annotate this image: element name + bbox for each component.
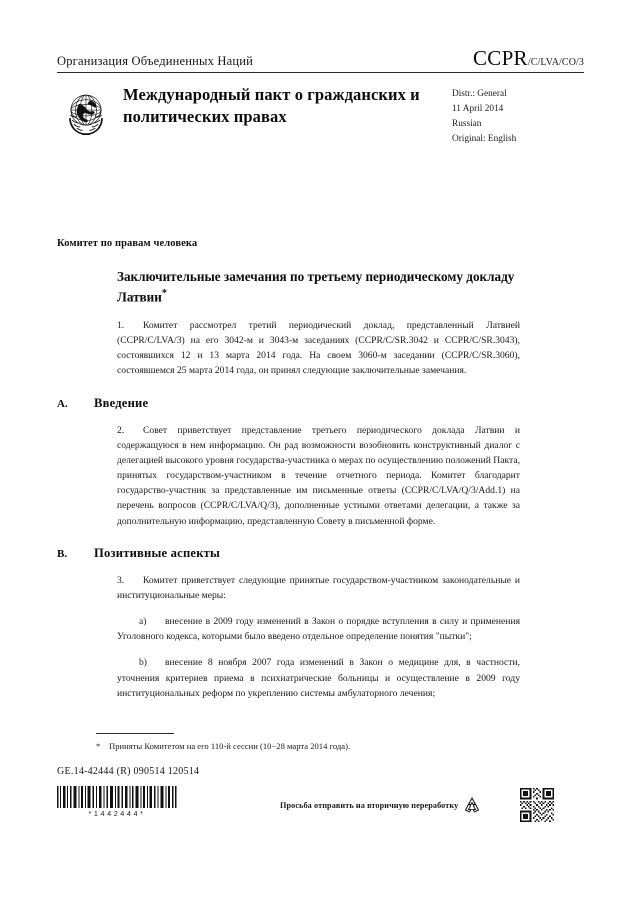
footnote-separator: [96, 733, 174, 734]
paragraph-text: Комитет приветствует следующие принятые государством-участником законодательные и институциональные меры:: [117, 574, 520, 601]
subparagraph-text: внесение 8 ноября 2007 года изменений в Закон о медицине для, в частности, уточнения критериев приема в психиатрические больницы и осуществление в 2009 году институциональных реформ по укреплению системы амбулаторного лечения;: [117, 657, 520, 699]
distribution-original: Original: English: [452, 134, 517, 145]
distribution-block: [452, 82, 584, 147]
document-content: [57, 318, 520, 712]
subparagraph: [117, 614, 520, 644]
distribution-date: 11 April 2014: [452, 104, 504, 115]
organization-name: Организация Объединенных Наций: [57, 54, 254, 68]
recycle-notice: [280, 796, 482, 814]
section-heading: [57, 546, 520, 561]
section-letter: A.: [57, 397, 68, 410]
masthead: [57, 48, 584, 147]
subparagraph: [117, 655, 520, 700]
paragraph: [117, 318, 520, 379]
distribution-language: Russian: [452, 119, 482, 130]
title-footnote-marker: *: [161, 287, 167, 299]
paragraph: [117, 573, 520, 603]
barcode-bars: [57, 786, 177, 808]
recycle-text: Просьба отправить на вторичную переработку: [280, 800, 459, 810]
paragraph-number: 3.: [117, 574, 125, 586]
masthead-rule: [57, 72, 584, 73]
document-symbol-sub: /C/LVA/CO/3: [527, 57, 584, 68]
section-letter: B.: [57, 547, 68, 560]
distribution-type: Distr.: General: [452, 89, 507, 99]
subparagraph-text: внесение в 2009 году изменений в Закон о порядке вступления в силу и применения Уголовного кодекса, которыми было введено отдельное определение понятия "пытки";: [117, 616, 520, 643]
paragraph-text: Комитет рассмотрел третий периодический доклад, представленный Латвией (CCPR/C/LVA/3) на его 3042-м и 3043-м заседаниях (CCPR/C/SR.3042 и CCPR/C/SR.3043), состоявшихся 12 и 13 марта 2014 года. На своем 3060-м заседании (CCPR/C/SR.3060), состоявшемся 25 марта 2014 года, он принял следующие заключительные замечания.: [117, 320, 520, 377]
paragraph-number: 1.: [117, 320, 125, 331]
document-symbol-main: CCPR: [472, 46, 528, 70]
document-symbol: [473, 48, 584, 69]
subparagraph-label: b): [139, 657, 147, 669]
qr-code: [520, 788, 554, 822]
footnote-marker: *: [96, 741, 101, 751]
paragraph-number: 2.: [117, 424, 125, 436]
subparagraph-label: a): [139, 616, 147, 628]
barcode: [57, 786, 177, 818]
document-number: GE.14-42444 (R) 090514 120514: [57, 766, 200, 777]
page-title-text: Заключительные замечания по третьему периодическому докладу Латвии: [117, 269, 515, 305]
footnote-text: Приняты Комитетом на его 110-й сессии (10−28 марта 2014 года).: [109, 741, 351, 751]
committee-name: Комитет по правам человека: [57, 238, 198, 249]
organization-row: [57, 48, 584, 72]
paragraph-text: Совет приветствует представление третьего периодического доклада Латвии и содержащуюся в нем информацию. Он рад возможности возобновить конструктивный диалог с делегацией высокого уровня государства-участника о мерах по осуществлению положений Пакта, принятых государством-участником в течение отчетного периода. Комитет благодарит государство-участник за представленные им письменные ответы (CCPR/C/LVA/Q/3/Add.1) на перечень вопросов (CCPR/C/LVA/Q/3), дополненные устными ответами делегации, а также за дополнительную информацию, представленную Совету в письменной форме.: [117, 424, 520, 527]
section-a: [57, 395, 520, 529]
pact-title: Международный пакт о гражданских и политических правах: [123, 85, 420, 126]
section-title: Позитивные аспекты: [94, 545, 221, 560]
title-row: [57, 82, 584, 147]
un-emblem: [57, 84, 115, 142]
recycle-icon: [462, 796, 482, 814]
barcode-digits: *1442444*: [88, 809, 146, 818]
footnote: [96, 740, 536, 753]
section-title: Введение: [94, 395, 149, 410]
section-heading: [57, 396, 520, 411]
section-b: [57, 545, 520, 701]
paragraph: [117, 423, 520, 529]
page-title: [117, 268, 517, 307]
